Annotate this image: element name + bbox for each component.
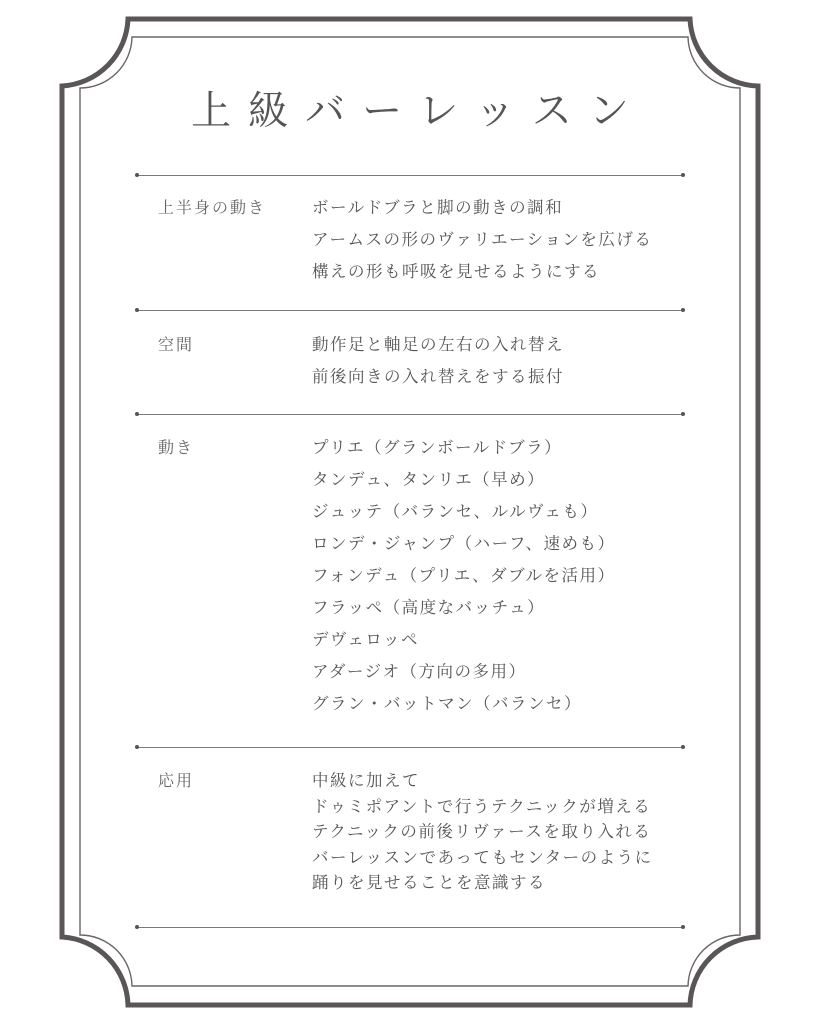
section-label: 空間 — [158, 335, 195, 354]
list-item: プリエ（グランボールドブラ） — [312, 438, 563, 457]
divider-2 — [138, 414, 682, 415]
list-item: ロンデ・ジャンプ（ハーフ、速めも） — [312, 534, 616, 553]
page-title: 上級バーレッスン — [191, 88, 646, 134]
list-item: フラッペ（高度なバッチュ） — [312, 598, 546, 617]
section-label: 上半身の動き — [158, 198, 267, 217]
divider-bottom — [138, 927, 682, 928]
list-item: ドゥミポアントで行うテクニックが増える — [312, 796, 652, 816]
list-item: 構えの形も呼吸を見せるようにする — [312, 262, 600, 281]
divider-top — [138, 175, 682, 176]
section-items — [312, 192, 652, 288]
list-item: フォンデュ（プリエ、ダブルを活用） — [312, 566, 616, 585]
list-item: ジュッテ（バランセ、ルルヴェも） — [312, 502, 599, 521]
section-items — [312, 432, 616, 720]
divider-1 — [138, 310, 682, 311]
list-item: 動作足と軸足の左右の入れ替え — [312, 335, 564, 354]
list-item: グラン・バットマン（バランセ） — [312, 694, 582, 713]
list-item: テクニックの前後リヴァースを取り入れる — [312, 822, 652, 841]
list-item: 中級に加えて — [312, 771, 420, 790]
list-item: アームスの形のヴァリエーションを広げる — [312, 230, 653, 249]
list-item: アダージオ（方向の多用） — [312, 662, 527, 681]
section-items — [312, 768, 653, 896]
list-item: バーレッスンであってもセンターのように — [312, 847, 653, 867]
list-item: ボールドブラと脚の動きの調和 — [312, 198, 564, 217]
section-items — [312, 329, 564, 393]
list-item: タンデュ、タンリエ（早め） — [312, 470, 546, 489]
section-label: 動き — [158, 438, 195, 457]
list-item: デヴェロッペ — [312, 630, 420, 649]
divider-3 — [138, 747, 682, 748]
list-item: 前後向きの入れ替えをする振付 — [312, 367, 564, 386]
list-item: 踊りを見せることを意識する — [312, 873, 546, 892]
section-label: 応用 — [158, 771, 195, 790]
